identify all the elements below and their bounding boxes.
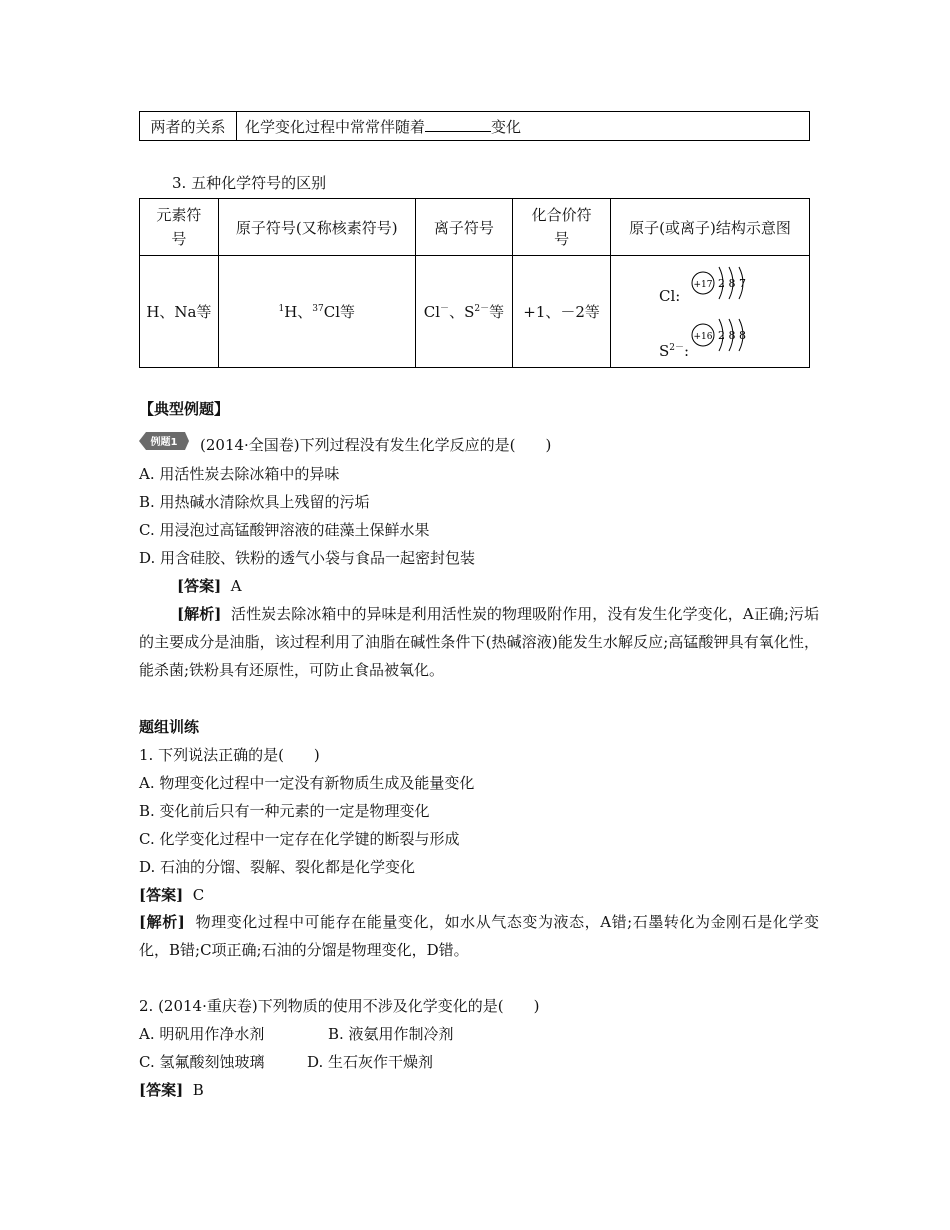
fill-blank xyxy=(425,117,491,132)
symbols-table xyxy=(139,198,810,368)
cell-structure xyxy=(611,256,810,368)
relation-table xyxy=(139,111,810,141)
header-structure-diagram: 原子(或离子)结构示意图 xyxy=(611,199,810,256)
example-option-a: A. 用活性炭去除冰箱中的异味 xyxy=(139,465,340,483)
example-analysis: [解析] 活性炭去除冰箱中的异味是利用活性炭的物理吸附作用，没有发生化学变化，A正确;污垢的主要成分是油脂，该过程利用了油脂在碱性条件下(热碱溶液)能发生水解反应;高锰酸钾具有氧化性，能杀菌;铁粉具有还原性，可防止食品被氧化。 xyxy=(139,605,819,679)
s-nucleus: +16 xyxy=(693,331,713,342)
example-badge xyxy=(139,432,189,450)
q2-option-d: D. 生石灰作干燥剂 xyxy=(307,1053,434,1071)
header-element-symbol: 元素符号 xyxy=(140,199,219,256)
q1-option-c: C. 化学变化过程中一定存在化学键的断裂与形成 xyxy=(139,830,460,848)
q2-option-a: A. 明矾用作净水剂 xyxy=(139,1025,265,1043)
typical-examples-heading: 【典型例题】 xyxy=(139,400,230,418)
s-ion-structure-diagram xyxy=(689,313,769,357)
q2-stem: 2. (2014·重庆卷)下列物质的使用不涉及化学变化的是( ) xyxy=(139,997,540,1015)
example-answer: [答案] A xyxy=(177,577,242,595)
example-option-c: C. 用浸泡过高锰酸钾溶液的硅藻土保鲜水果 xyxy=(139,521,430,539)
example-option-b: B. 用热碱水清除炊具上残留的污垢 xyxy=(139,493,370,511)
cell-element: H、Na等 xyxy=(140,256,219,368)
s-ion-label: $S^{2-}$: xyxy=(659,341,690,360)
example-option-d: D. 用含硅胶、铁粉的透气小袋与食品一起密封包装 xyxy=(139,549,476,567)
s-shells: 2 8 8 xyxy=(718,328,746,342)
header-nuclide-symbol: 原子符号(又称核素符号) xyxy=(218,199,415,256)
cl-nucleus: +17 xyxy=(693,279,713,290)
cell-nuclide: $^1$H、$^{37}$Cl等 xyxy=(218,256,415,368)
q1-option-d: D. 石油的分馏、裂解、裂化都是化学变化 xyxy=(139,858,416,876)
relation-label: 两者的关系 xyxy=(140,112,237,141)
header-valence-symbol: 化合价符号 xyxy=(513,199,611,256)
cell-ion: Cl－、$S^{2-}$等 xyxy=(415,256,513,368)
q1-option-a: A. 物理变化过程中一定没有新物质生成及能量变化 xyxy=(139,774,475,792)
cell-valence: +1、－2等 xyxy=(513,256,611,368)
relation-content xyxy=(237,112,810,141)
example-badge-icon xyxy=(139,432,189,450)
q1-option-b: B. 变化前后只有一种元素的一定是物理变化 xyxy=(139,802,430,820)
relation-text-after: 变化 xyxy=(491,117,522,136)
section3-title: 3. 五种化学符号的区别 xyxy=(172,174,327,192)
q1-stem: 1. 下列说法正确的是( ) xyxy=(139,746,320,764)
header-ion-symbol: 离子符号 xyxy=(415,199,513,256)
cl-shells: 2 8 7 xyxy=(718,276,746,290)
cl-label: Cl: xyxy=(659,286,681,305)
relation-text-before: 化学变化过程中常常伴随着 xyxy=(245,117,426,136)
q2-answer: [答案] B xyxy=(139,1081,204,1099)
cl-structure-diagram xyxy=(689,261,769,305)
q2-option-c: C. 氢氟酸刻蚀玻璃 xyxy=(139,1053,265,1071)
q2-option-b: B. 液氨用作制冷剂 xyxy=(328,1025,454,1043)
group-training-heading: 题组训练 xyxy=(139,718,200,736)
example-badge-label: 例题1 xyxy=(150,437,178,448)
example-question: (2014·全国卷)下列过程没有发生化学反应的是( ) xyxy=(200,436,552,454)
q1-analysis: [解析] 物理变化过程中可能存在能量变化，如水从气态变为液态，A错;石墨转化为金刚石是化学变化，B错;C项正确;石油的分馏是物理变化，D错。 xyxy=(139,913,819,959)
q1-answer: [答案] C xyxy=(139,886,205,904)
